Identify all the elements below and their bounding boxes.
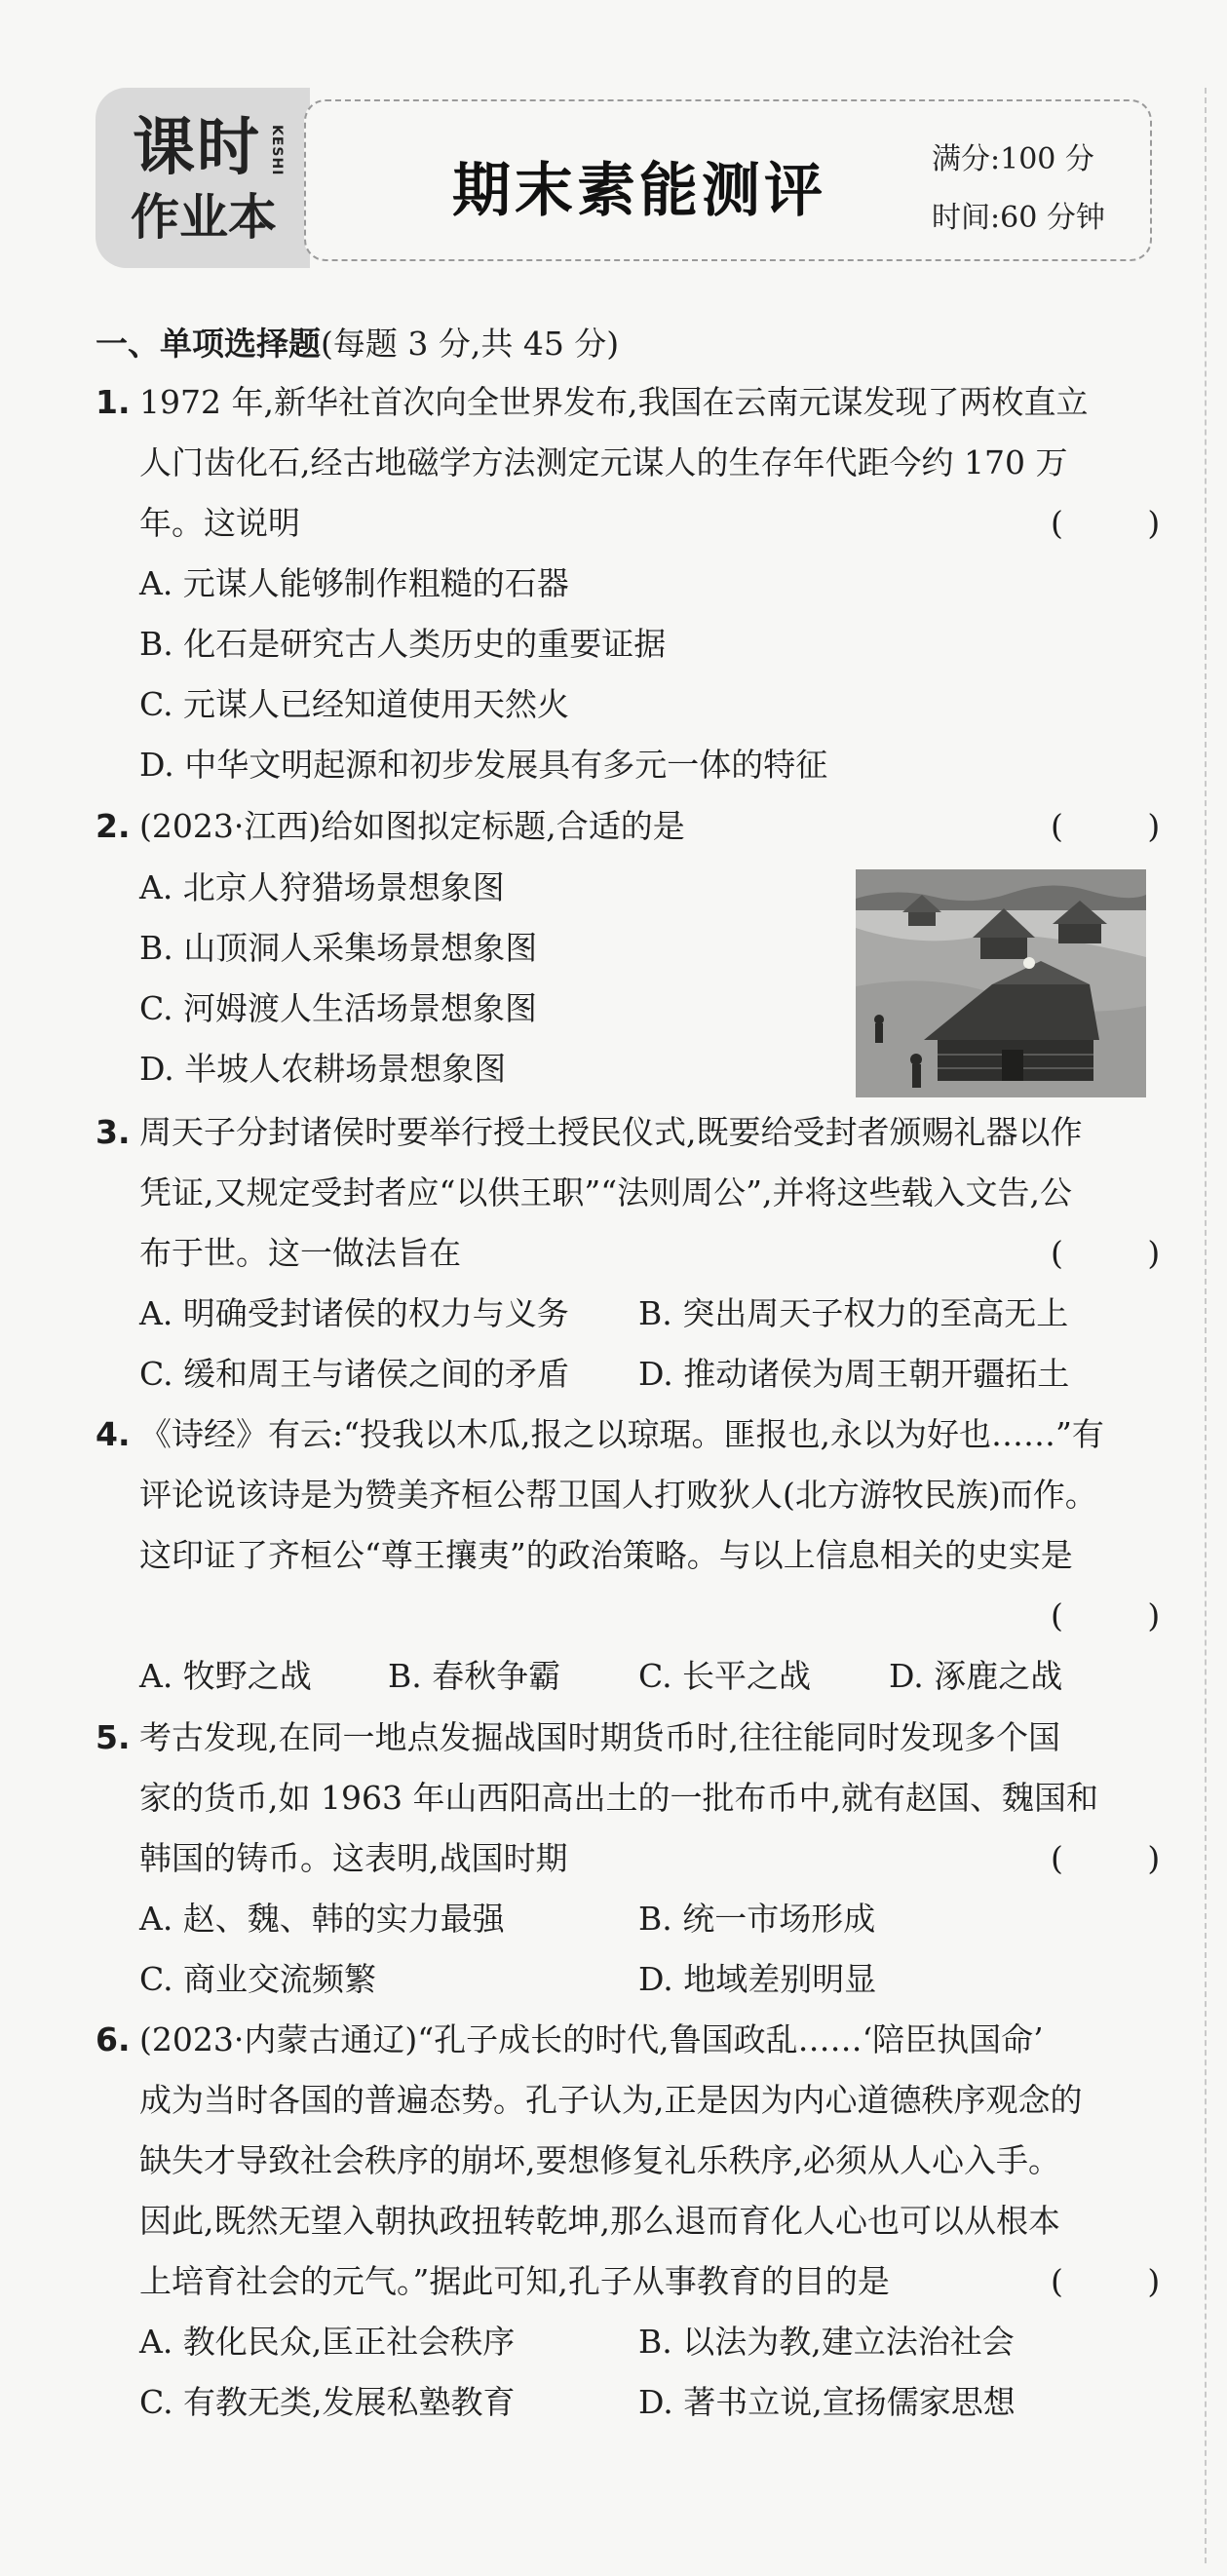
- village-scene-figure: [856, 869, 1146, 1097]
- question-text: 上培育社会的元气。”据此可知,孔子从事教育的目的是: [139, 2262, 890, 2300]
- option-a[interactable]: A. 赵、魏、韩的实力最强: [139, 1900, 505, 1938]
- option-b[interactable]: B. 突出周天子权力的至高无上: [638, 1294, 1069, 1332]
- option-b[interactable]: B. 山顶洞人采集场景想象图: [139, 929, 538, 967]
- brand-line1: 课时: [133, 112, 261, 184]
- option-d[interactable]: D. 地域差别明显: [638, 1960, 877, 1998]
- question-text: 人门齿化石,经古地磁学方法测定元谋人的生存年代距今约 170 万: [139, 443, 1068, 481]
- question-text: 考古发现,在同一地点发掘战国时期货币时,往往能同时发现多个国: [139, 1718, 1060, 1756]
- option-c[interactable]: C. 河姆渡人生活场景想象图: [139, 989, 538, 1027]
- question-number: 1.: [96, 383, 131, 421]
- answer-blank[interactable]: ( ): [1051, 1839, 1198, 1877]
- option-b[interactable]: B. 化石是研究古人类历史的重要证据: [139, 625, 667, 663]
- question-text: 周天子分封诸侯时要举行授土授民仪式,既要给受封者颁赐礼器以作: [139, 1113, 1083, 1151]
- option-a[interactable]: A. 元谋人能够制作粗糙的石器: [139, 564, 569, 602]
- title-box: [304, 99, 1152, 261]
- header-banner: [96, 88, 1150, 268]
- answer-blank[interactable]: ( ): [1051, 1234, 1198, 1272]
- question-number: 5.: [96, 1718, 131, 1756]
- brand-line2: 作业本: [131, 189, 277, 246]
- brand-tag: KESHI: [269, 125, 285, 176]
- option-b[interactable]: B. 春秋争霸: [388, 1657, 561, 1695]
- option-d[interactable]: D. 推动诸侯为周王朝开疆拓土: [638, 1355, 1070, 1393]
- question-number: 6.: [96, 2020, 131, 2058]
- option-a[interactable]: A. 北京人狩猎场景想象图: [139, 868, 505, 906]
- option-c[interactable]: C. 元谋人已经知道使用天然火: [139, 685, 570, 723]
- question-text: 年。这说明: [139, 504, 300, 542]
- option-c[interactable]: C. 有教无类,发展私塾教育: [139, 2383, 516, 2421]
- option-a[interactable]: A. 明确受封诸侯的权力与义务: [139, 1294, 569, 1332]
- question-text: 布于世。这一做法旨在: [139, 1234, 461, 1272]
- option-d[interactable]: D. 著书立说,宣扬儒家思想: [638, 2383, 1016, 2421]
- answer-blank[interactable]: ( ): [1051, 504, 1198, 542]
- option-b[interactable]: B. 统一市场形成: [638, 1900, 876, 1938]
- full-score: 满分:100 分: [932, 142, 1094, 176]
- option-c[interactable]: C. 商业交流频繁: [139, 1960, 377, 1998]
- option-d[interactable]: D. 涿鹿之战: [889, 1657, 1063, 1695]
- option-c[interactable]: C. 长平之战: [638, 1657, 812, 1695]
- question-text: 因此,既然无望入朝执政扭转乾坤,那么退而育化人心也可以从根本: [139, 2202, 1060, 2240]
- question-text: 凭证,又规定受封者应“以供王职”“法则周公”,并将这些载入文告,公: [139, 1173, 1072, 1211]
- question-number: 2.: [96, 807, 131, 845]
- section-title: 一、单项选择题: [96, 325, 321, 363]
- village-scene-illustration: [856, 869, 1146, 1097]
- section-heading: [96, 319, 619, 365]
- answer-blank[interactable]: ( ): [1051, 1596, 1198, 1634]
- option-c[interactable]: C. 缓和周王与诸侯之间的矛盾: [139, 1355, 570, 1393]
- question-text: 缺失才导致社会秩序的崩坏,要想修复礼乐秩序,必须从人心入手。: [139, 2141, 1060, 2179]
- question-number: 3.: [96, 1113, 131, 1151]
- question-text: 《诗经》有云:“投我以木瓜,报之以琼琚。匪报也,永以为好也……”有: [139, 1415, 1104, 1453]
- question-text: 1972 年,新华社首次向全世界发布,我国在云南元谋发现了两枚直立: [139, 383, 1089, 421]
- page-edge-rule: [1205, 88, 1208, 2563]
- option-a[interactable]: A. 教化民众,匡正社会秩序: [139, 2323, 516, 2361]
- option-d[interactable]: D. 半坡人农耕场景想象图: [139, 1050, 507, 1088]
- brand-logo: [96, 88, 310, 268]
- question-text: (2023·江西)给如图拟定标题,合适的是: [139, 807, 685, 845]
- section-note: (每题 3 分,共 45 分): [321, 325, 620, 363]
- option-d[interactable]: D. 中华文明起源和初步发展具有多元一体的特征: [139, 746, 828, 784]
- time-limit: 时间:60 分钟: [932, 201, 1105, 235]
- option-b[interactable]: B. 以法为教,建立法治社会: [638, 2323, 1015, 2361]
- answer-blank[interactable]: ( ): [1051, 2262, 1198, 2300]
- page-title: 期末素能测评: [452, 157, 826, 225]
- option-a[interactable]: A. 牧野之战: [139, 1657, 312, 1695]
- question-number: 4.: [96, 1415, 131, 1453]
- question-text: 评论说该诗是为赞美齐桓公帮卫国人打败狄人(北方游牧民族)而作。: [139, 1476, 1097, 1514]
- question-text: 韩国的铸币。这表明,战国时期: [139, 1839, 568, 1877]
- question-text: 家的货币,如 1963 年山西阳高出土的一批布币中,就有赵国、魏国和: [139, 1779, 1098, 1817]
- question-text: 成为当时各国的普遍态势。孔子认为,正是因为内心道德秩序观念的: [139, 2081, 1083, 2119]
- question-text: 这印证了齐桓公“尊王攘夷”的政治策略。与以上信息相关的史实是: [139, 1536, 1073, 1574]
- question-text: (2023·内蒙古通辽)“孔子成长的时代,鲁国政乱……‘陪臣执国命’: [139, 2020, 1044, 2058]
- answer-blank[interactable]: ( ): [1051, 807, 1198, 845]
